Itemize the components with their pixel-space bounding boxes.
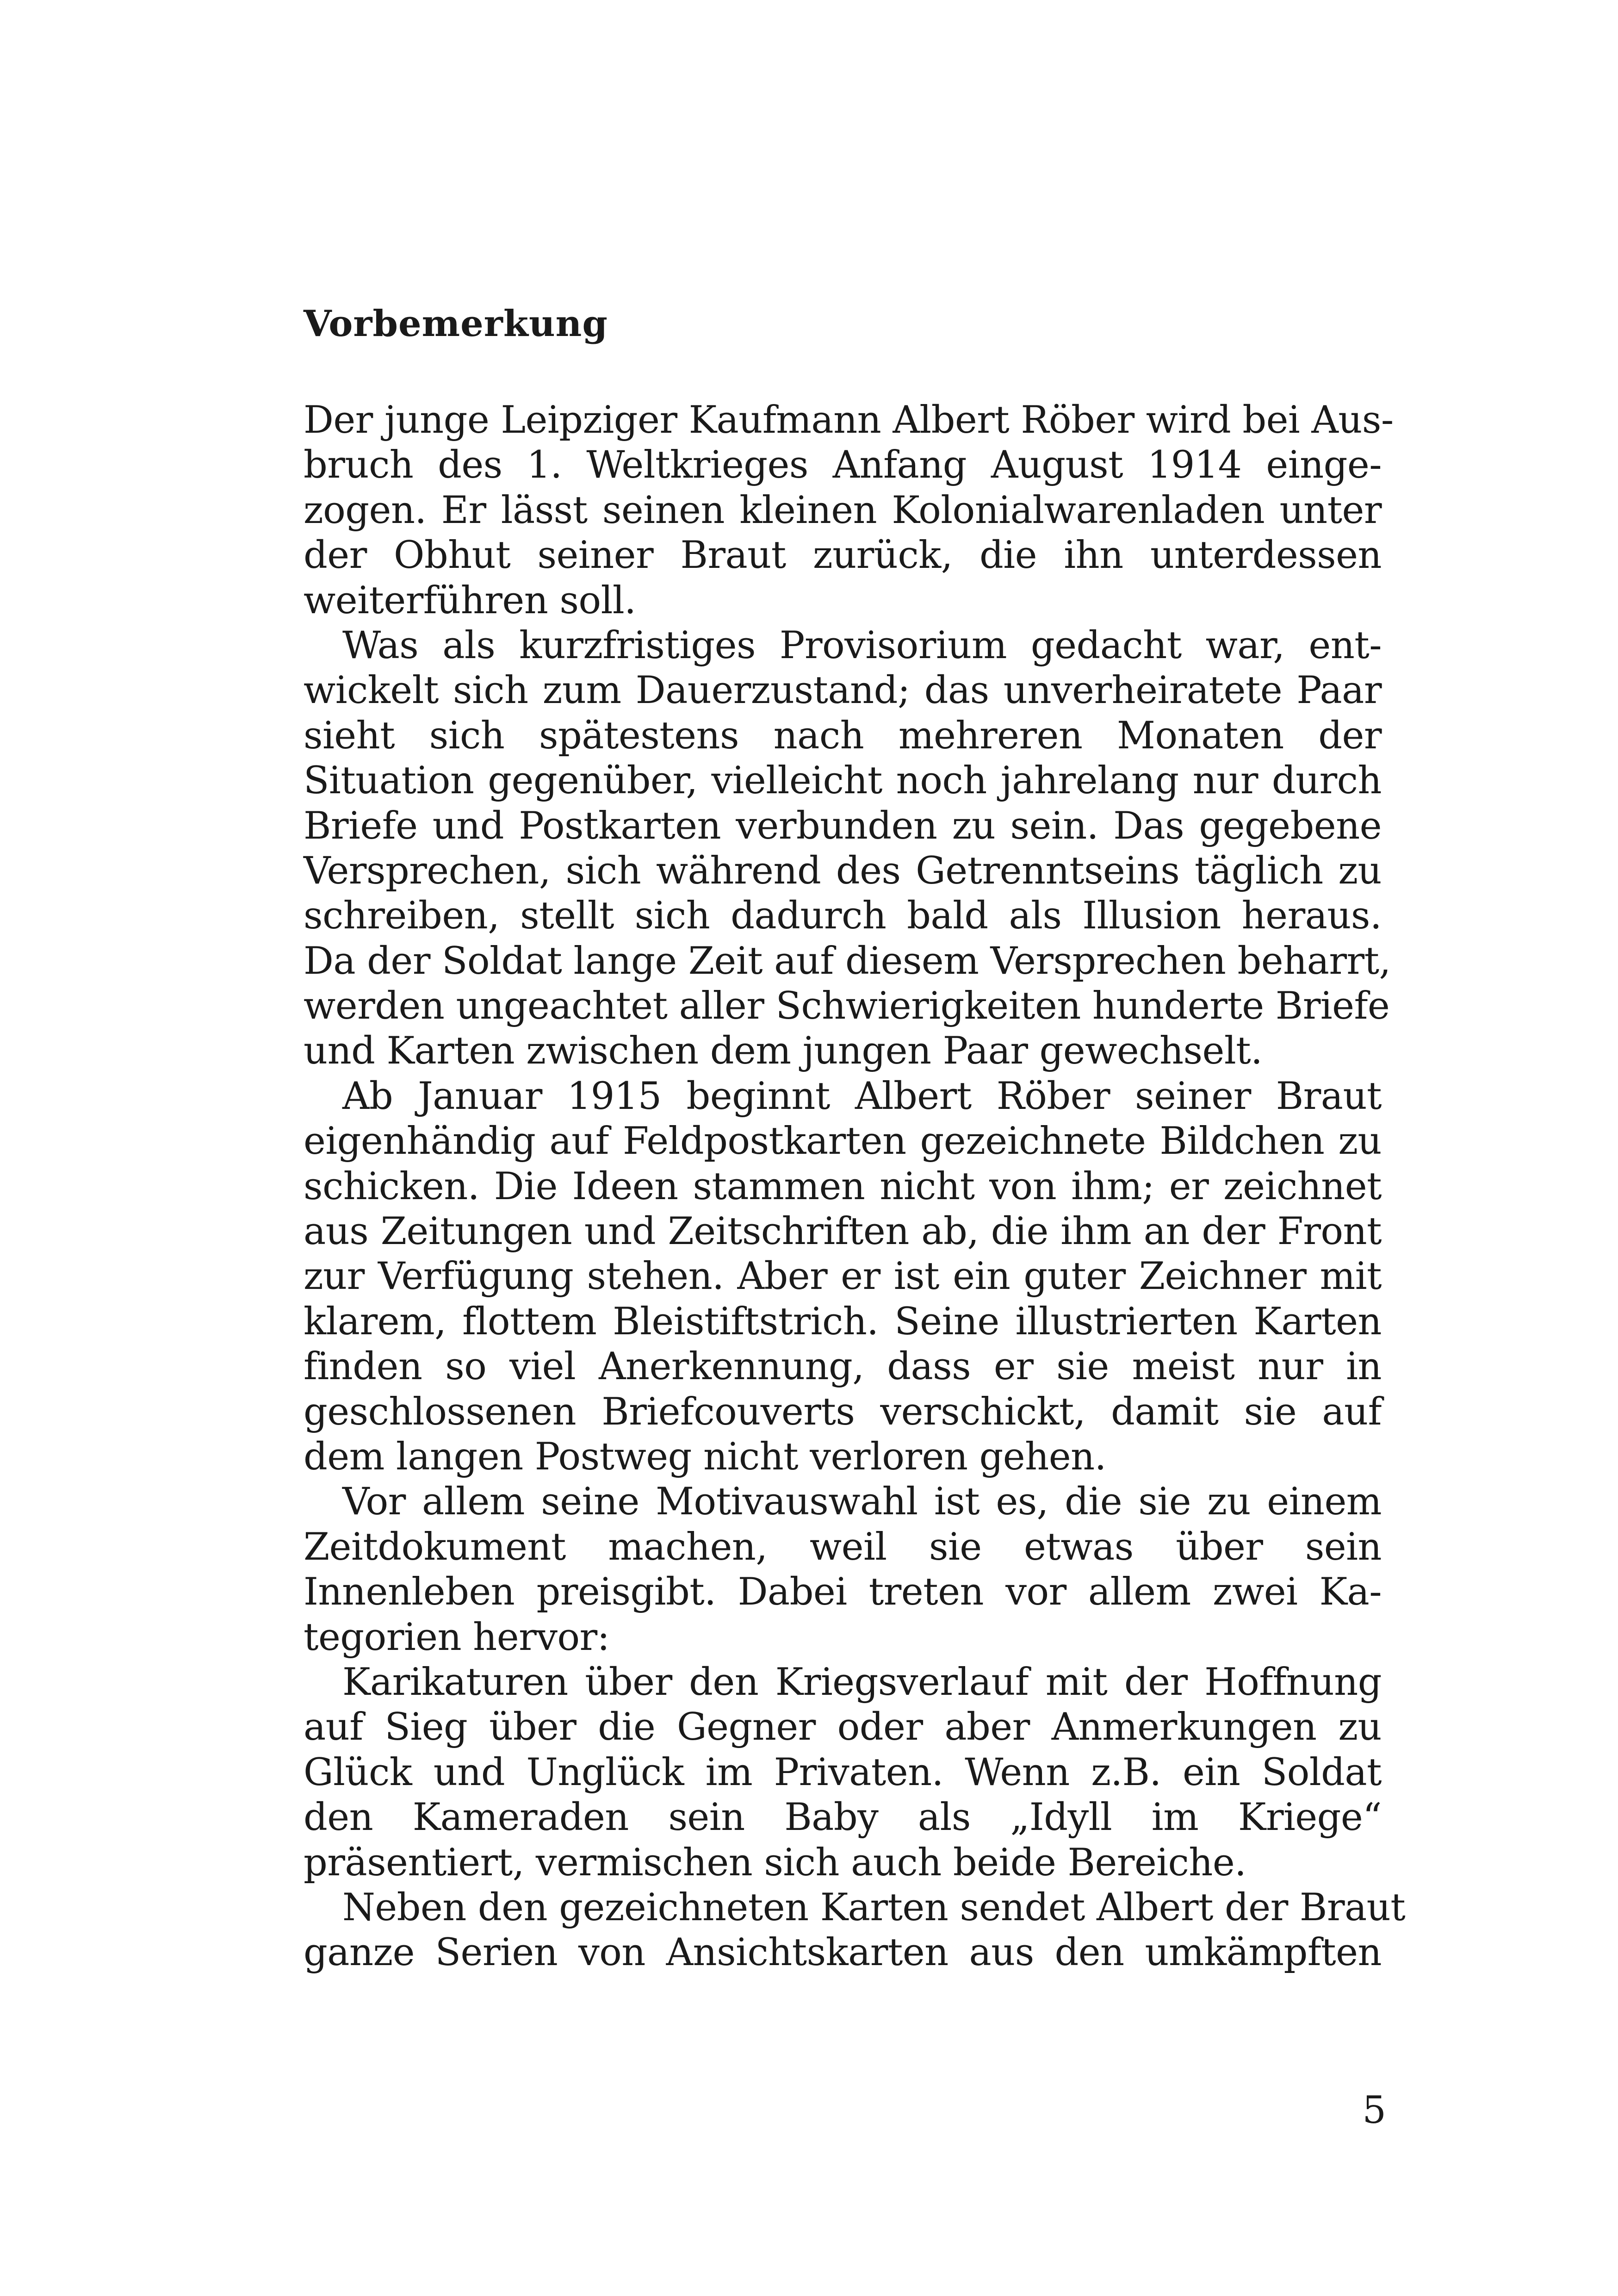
text-line: zogen. Er lässt seinen kleinen Kolonialwarenladen unter: [304, 488, 1382, 532]
text-line: werden ungeachtet aller Schwierigkeiten hunderte Briefe: [304, 984, 1390, 1028]
text-line: Briefe und Postkarten verbunden zu sein. Das gegebene: [304, 804, 1382, 848]
page-number: 5: [1362, 2089, 1386, 2132]
text-line: und Karten zwischen dem jungen Paar gewechselt.: [304, 1029, 1263, 1073]
chapter-heading: Vorbemerkung: [304, 303, 608, 345]
text-line: Karikaturen über den Kriegsverlauf mit der Hoffnung: [342, 1660, 1382, 1704]
text-line: tegorien hervor:: [304, 1615, 610, 1659]
text-line: Ab Januar 1915 beginnt Albert Röber seiner Braut: [342, 1074, 1382, 1118]
text-line: Versprechen, sich während des Getrenntseins täglich zu: [304, 849, 1382, 893]
text-line: Innenleben preisgibt. Dabei treten vor allem zwei Ka-: [304, 1570, 1382, 1614]
text-line: dem langen Postweg nicht verloren gehen.: [304, 1435, 1106, 1479]
text-line: geschlossenen Briefcouverts verschickt, damit sie auf: [304, 1390, 1382, 1434]
text-line: der Obhut seiner Braut zurück, die ihn unterdessen: [304, 534, 1382, 578]
text-line: auf Sieg über die Gegner oder aber Anmerkungen zu: [304, 1705, 1382, 1749]
text-line: schicken. Die Ideen stammen nicht von ihm; er zeichnet: [304, 1164, 1382, 1208]
text-line: aus Zeitungen und Zeitschriften ab, die ihm an der Front: [304, 1210, 1382, 1254]
text-line: weiterführen soll.: [304, 579, 636, 622]
text-line: Was als kurzfristiges Provisorium gedacht war, ent-: [342, 623, 1382, 667]
text-line: Zeitdokument machen, weil sie etwas über sein: [304, 1525, 1382, 1569]
text-line: Situation gegenüber, vielleicht noch jahrelang nur durch: [304, 759, 1382, 803]
text-line: Glück und Unglück im Privaten. Wenn z.B. ein Soldat: [304, 1750, 1382, 1794]
text-line: schreiben, stellt sich dadurch bald als Illusion heraus.: [304, 894, 1382, 938]
text-line: bruch des 1. Weltkrieges Anfang August 1914 einge-: [304, 443, 1382, 487]
body-text: [304, 398, 1406, 1976]
text-line: klarem, flottem Bleistiftstrich. Seine illustrierten Karten: [304, 1300, 1382, 1344]
text-line: ganze Serien von Ansichtskarten aus den umkämpften: [304, 1931, 1382, 1975]
text-line: finden so viel Anerkennung, dass er sie meist nur in: [304, 1345, 1382, 1389]
text-line: Neben den gezeichneten Karten sendet Albert der Braut: [342, 1885, 1406, 1929]
text-line: präsentiert, vermischen sich auch beide Bereiche.: [304, 1841, 1246, 1885]
text-line: zur Verfügung stehen. Aber er ist ein guter Zeichner mit: [304, 1255, 1382, 1299]
text-line: eigenhändig auf Feldpostkarten gezeichnete Bildchen zu: [304, 1120, 1382, 1164]
text-line: den Kameraden sein Baby als „Idyll im Kriege“: [304, 1796, 1382, 1840]
text-line: Da der Soldat lange Zeit auf diesem Versprechen beharrt,: [304, 939, 1391, 983]
text-line: Vor allem seine Motivauswahl ist es, die sie zu einem: [342, 1480, 1382, 1524]
text-line: Der junge Leipziger Kaufmann Albert Röber wird bei Aus-: [304, 398, 1394, 442]
text-line: sieht sich spätestens nach mehreren Monaten der: [304, 714, 1382, 758]
text-line: wickelt sich zum Dauerzustand; das unverheiratete Paar: [304, 669, 1382, 713]
